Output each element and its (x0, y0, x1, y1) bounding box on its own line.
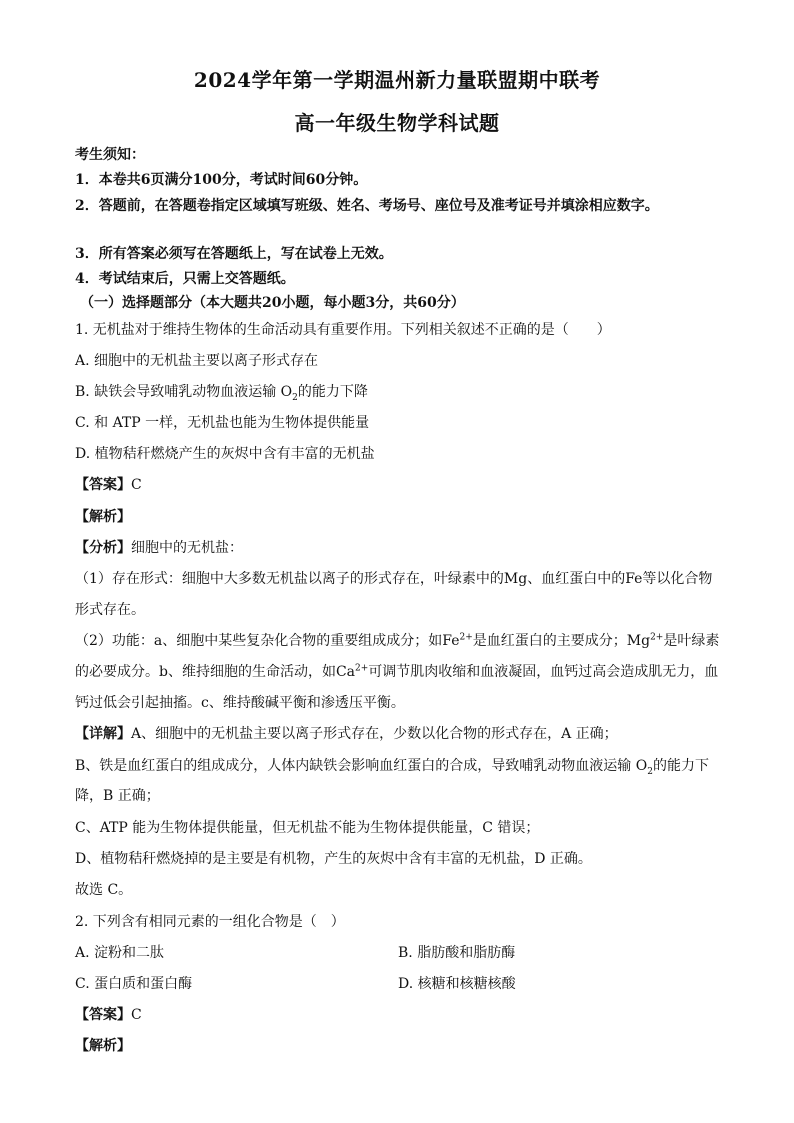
q1-option-a: A. 细胞中的无机盐主要以离子形式存在 (75, 353, 319, 369)
notice-item-2: 2．答题前，在答题卷指定区域填写班级、姓名、考场号、座位号及准考证号并填涂相应数字。 (75, 198, 659, 214)
q1-detail-b-line2: 降，B 正确； (75, 788, 160, 804)
q2-stem: 2. 下列含有相同元素的一组化合物是（ ） (75, 914, 345, 930)
q1-answer: 【答案】C (75, 477, 142, 493)
q2-option-b: B. 脂肪酸和脂肪酶 (398, 945, 516, 961)
q2-analysis-label: 【解析】 (75, 1038, 131, 1054)
q1-conclusion: 故选 C。 (75, 882, 133, 898)
q1-fenxi: 【分析】细胞中的无机盐： (75, 540, 243, 556)
q1-option-d: D. 植物秸秆燃烧产生的灰烬中含有丰富的无机盐 (75, 446, 375, 462)
q1-detail-b-line1: B、铁是血红蛋白的组成成分，人体内缺铁会影响血红蛋白的合成，导致哺乳动物血液运输 $O_2$的能力下 (75, 758, 709, 777)
q1-option-b: B. 缺铁会导致哺乳动物血液运输 $O_2$的能力下降 (75, 384, 368, 403)
q1-analysis-label: 【解析】 (75, 509, 131, 525)
notice-item-4: 4．考试结束后，只需上交答题纸。 (75, 271, 295, 287)
notice-heading: 考生须知： (75, 147, 145, 163)
q1-stem: 1. 无机盐对于维持生物体的生命活动具有重要作用。下列相关叙述不正确的是（ ） (75, 322, 611, 338)
q2-answer: 【答案】C (75, 1007, 142, 1023)
notice-item-1: 1．本卷共6页满分100分，考试时间60分钟。 (75, 172, 368, 188)
q1-point2-line1: （2）功能：a、细胞中某些复杂化合物的重要组成成分；如$Fe^{2+}$是血红蛋白的主要成分；$Mg^{2+}$是叶绿素 (75, 632, 720, 649)
q1-point1-line1: （1）存在形式：细胞中大多数无机盐以离子的形式存在，叶绿素中的Mg、血红蛋白中的Fe等以化合物 (75, 571, 713, 587)
q2-option-d: D. 核糖和核糖核酸 (398, 976, 516, 992)
q2-option-a: A. 淀粉和二肽 (75, 945, 165, 961)
q1-point2-line3: 钙过低会引起抽搐。c、维持酸碱平衡和渗透压平衡。 (75, 695, 405, 711)
notice-item-3: 3．所有答案必须写在答题纸上，写在试卷上无效。 (75, 246, 393, 262)
q1-detail-d: D、植物秸秆燃烧掉的是主要是有机物，产生的灰烬中含有丰富的无机盐，D 正确。 (75, 851, 592, 867)
q1-detail-a: 【详解】A、细胞中的无机盐主要以离子形式存在，少数以化合物的形式存在，A 正确； (75, 726, 618, 742)
q1-point1-line2: 形式存在。 (75, 602, 145, 618)
q1-point2-line2: 的必要成分。b、维持细胞的生命活动，如$Ca^{2+}$可调节肌肉收缩和血液凝固，血钙过高会造成肌无力，血 (75, 663, 719, 680)
section-heading: （一）选择题部分（本大题共20小题，每小题3分，共60分） (80, 295, 465, 311)
exam-subtitle: 高一年级生物学科试题 (294, 111, 500, 135)
q1-option-c: C. 和 ATP 一样，无机盐也能为生物体提供能量 (75, 415, 370, 431)
q1-detail-c: C、ATP 能为生物体提供能量，但无机盐不能为生物体提供能量，C 错误； (75, 820, 540, 836)
exam-title: 2024学年第一学期温州新力量联盟期中联考 (193, 68, 601, 92)
q2-option-c: C. 蛋白质和蛋白酶 (75, 976, 193, 992)
